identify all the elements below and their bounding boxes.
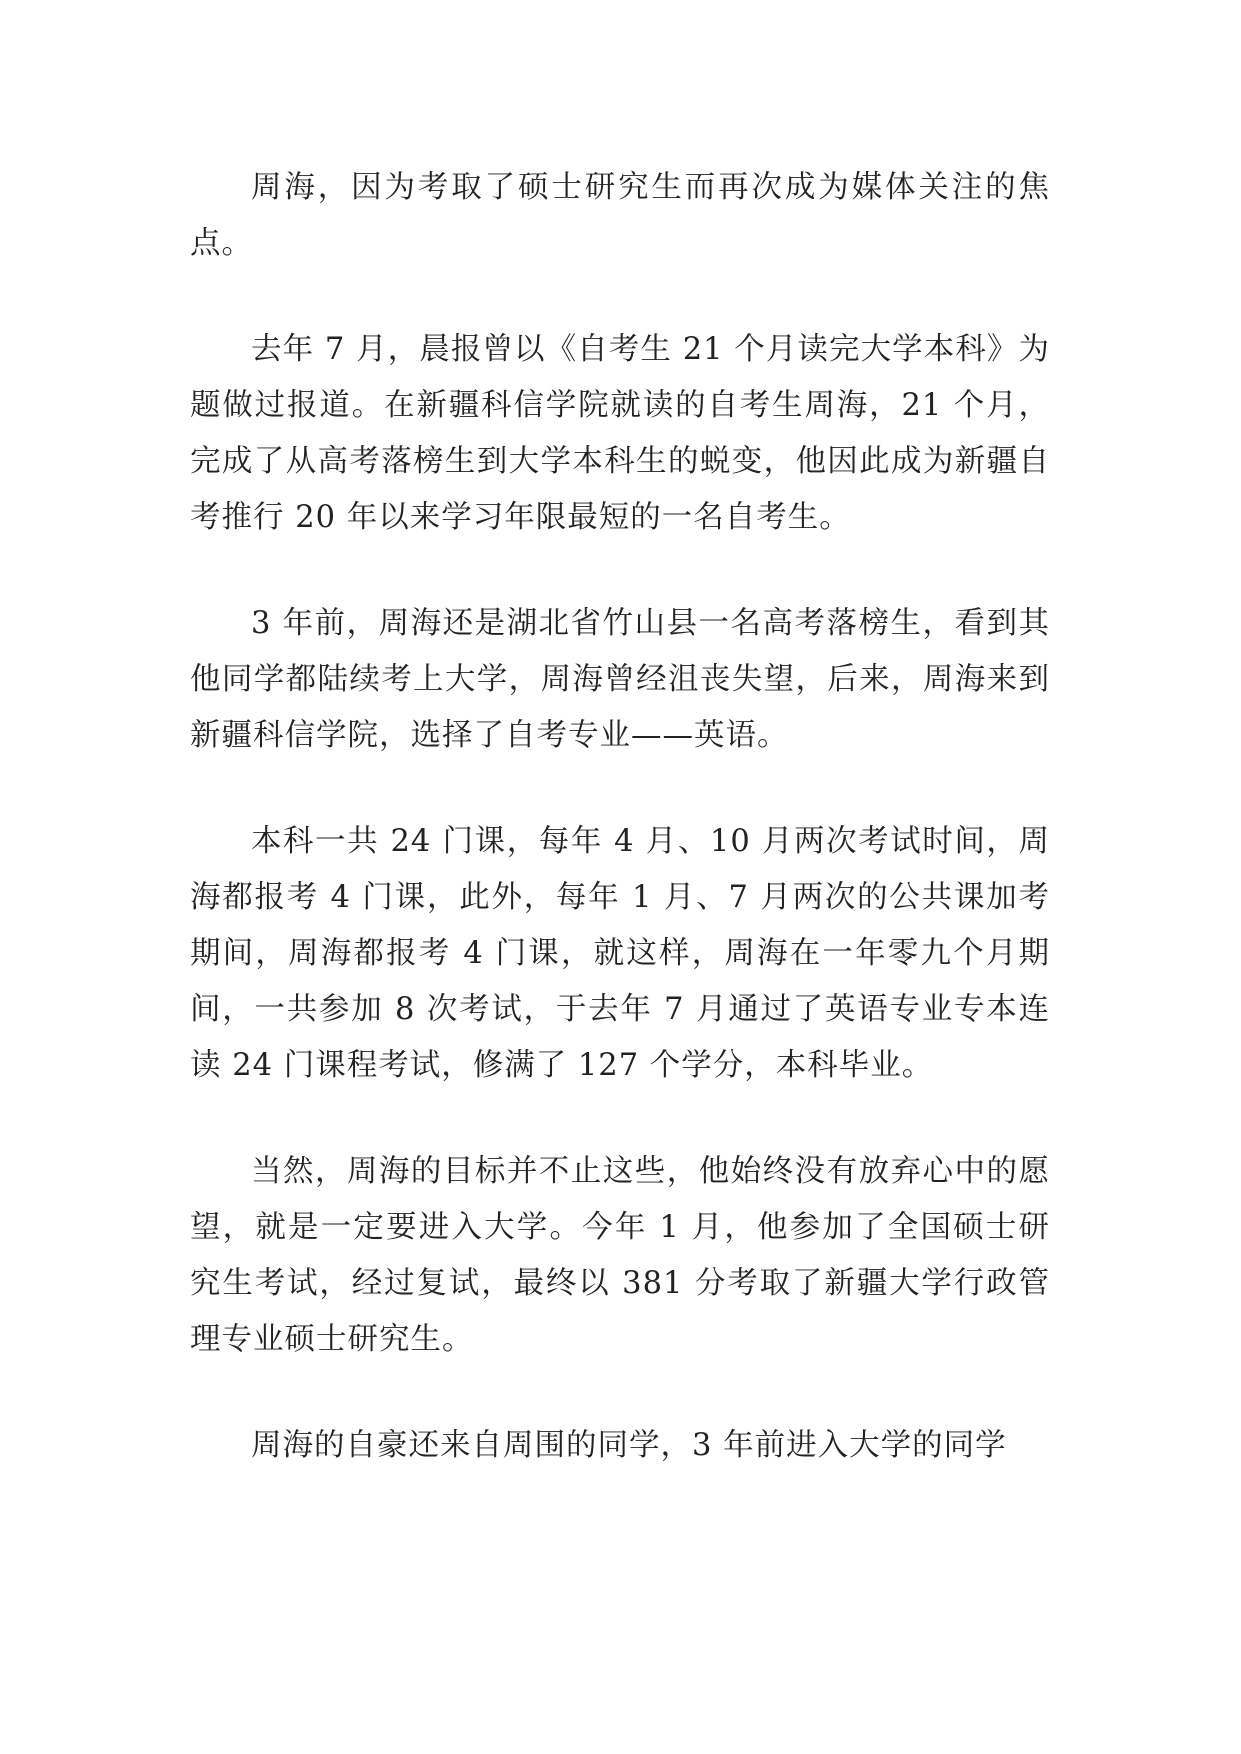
paragraph-4: 本科一共 24 门课，每年 4 月、10 月两次考试时间，周海都报考 4 门课，此外，每年 1 月、7 月两次的公共课加考期间，周海都报考 4 门课，就这样，周海在一年零九个月期间，一共参加 8 次考试，于去年 7 月通过了英语专业专本连读 24 门课程考试，修满了 127 个学分，本科毕业。: [190, 824, 1050, 1083]
paragraph-6: 周海的自豪还来自周围的同学，3 年前进入大学的同学: [251, 1428, 1007, 1463]
paragraph-5: 当然，周海的目标并不止这些，他始终没有放弃心中的愿望，就是一定要进入大学。今年 1 月，他参加了全国硕士研究生考试，经过复试，最终以 381 分考取了新疆大学行政管理专业硕士研究生。: [190, 1154, 1050, 1357]
paragraph-2: 去年 7 月，晨报曾以《自考生 21 个月读完大学本科》为题做过报道。在新疆科信学院就读的自考生周海，21 个月，完成了从高考落榜生到大学本科生的蜕变，他因此成为新疆自考推行 20 年以来学习年限最短的一名自考生。: [190, 332, 1050, 535]
article-body: [190, 160, 1050, 1524]
paragraph-1: 周海，因为考取了硕士研究生而再次成为媒体关注的焦点。: [190, 170, 1050, 261]
paragraph-3: 3 年前，周海还是湖北省竹山县一名高考落榜生，看到其他同学都陆续考上大学，周海曾经沮丧失望，后来，周海来到新疆科信学院，选择了自考专业——英语。: [190, 606, 1050, 753]
